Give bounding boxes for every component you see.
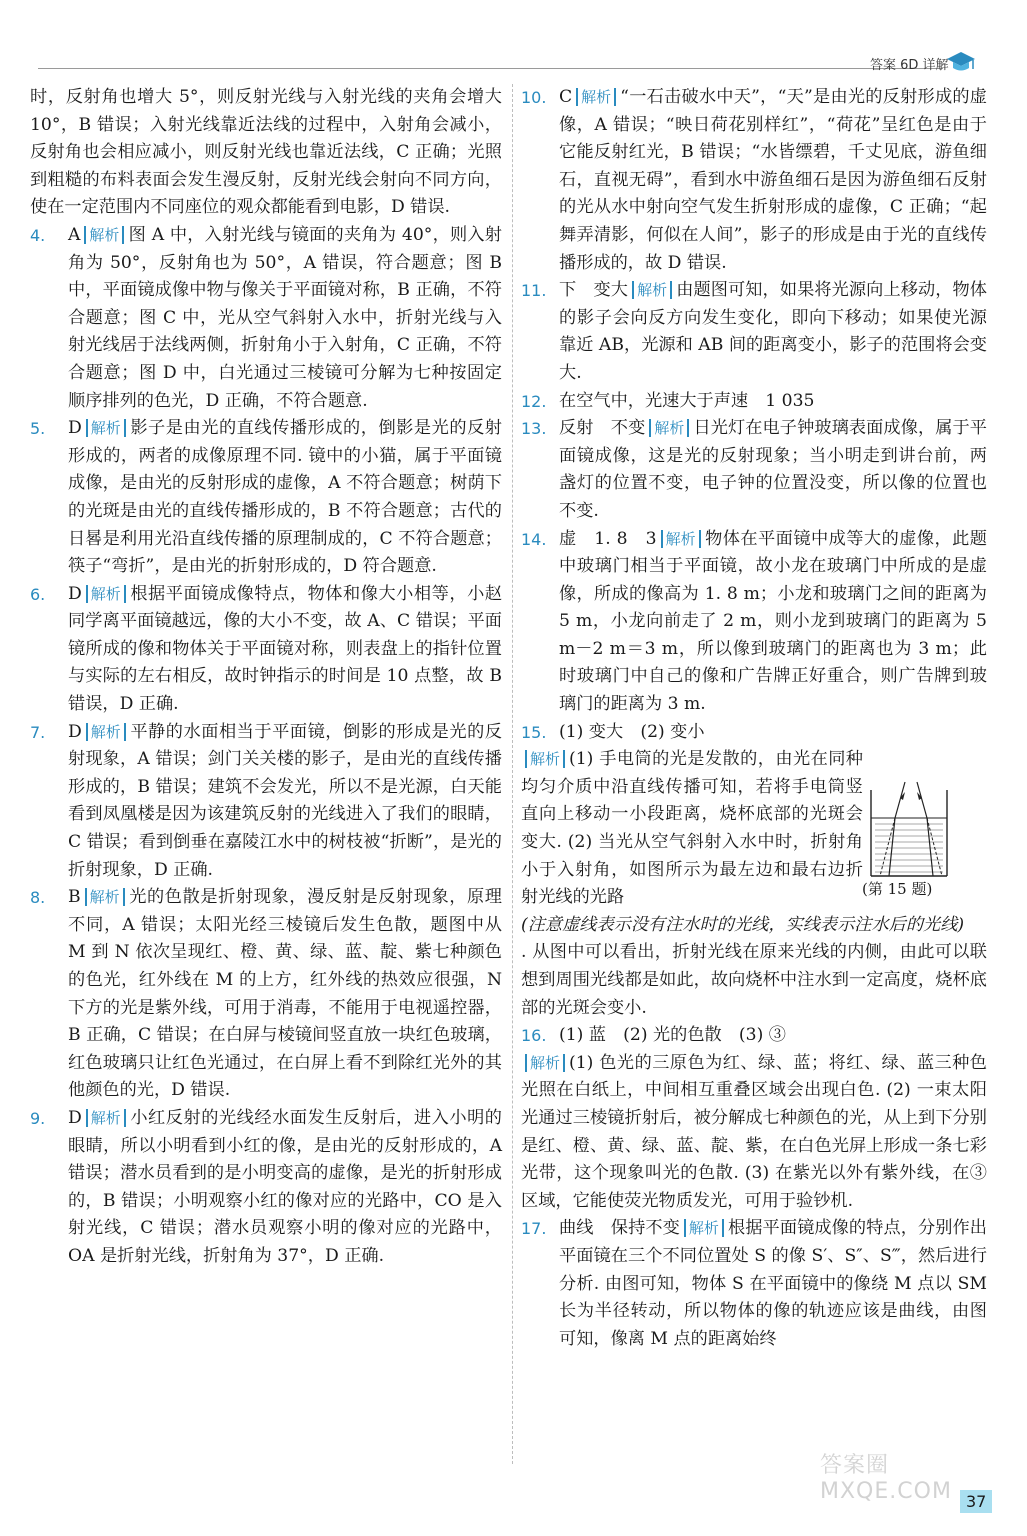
answer-item: [521, 1215, 987, 1353]
analysis-tag: 解析: [85, 888, 125, 906]
answer-item: [521, 526, 987, 719]
answer-item: [521, 1022, 987, 1050]
item-answer: B: [68, 887, 81, 908]
item-text: 图 A 中，入射光线与镜面的夹角为 40°，则入射角为 50°，反射角也为 50°，A 错误，符合题意；图 B 中，平面镜成像中物与像关于平面镜对称，B 正确，不符合题意；图 C 中，光从空气斜射入水中，折射光线与入射光线居于法线两侧，折射角小于入射角，C 正确，不符合题意；图 D 中，白光通过三棱镜可分解为七种按固定顺序排列的色光，D 正确，不符合题意.: [68, 224, 502, 411]
item-answer: 曲线 保持不变: [559, 1218, 680, 1239]
item-number: 8.: [30, 888, 46, 908]
analysis-tag: 解析: [86, 419, 126, 437]
item-number: 14.: [521, 529, 547, 549]
page-number: 37: [960, 1490, 992, 1513]
answer-item: [30, 719, 502, 885]
graduation-cap-icon: [946, 50, 976, 74]
analysis-tag: 解析: [86, 723, 126, 741]
analysis-tag: 解析: [84, 226, 124, 244]
answer-continuation: [521, 1050, 987, 1216]
item-text: 物体在平面镜中成等大的虚像，此题中玻璃门相当于平面镜，故小龙在玻璃门中所成的是虚像，所成的像高为 1. 8 m；小龙和玻璃门之间的距离为 5 m，小龙向前走了 2 m，则小龙到玻璃门的距离为 5 m－2 m＝3 m，所以像到玻璃门的距离也为 3 m；此时玻璃门中自己的像和广告牌正好重合，则广告牌到玻璃门的距离为 3 m.: [559, 528, 987, 715]
item-answer: (1) 变大 (2) 变小: [559, 721, 705, 742]
item-text: “一石击破水中天”，“天”是由光的反射形成的虚像，A 错误；“映日荷花别样红”，“荷花”呈红色是由于它能反射红光，B 错误；“水皆缥碧，千丈见底，游鱼细石，直视无碍”，看到水中游鱼细石是因为游鱼细石反射的光从水中射向空气发生折射形成的虚像，C 正确；“起舞弄清影，何似在人间”，影子的形成是由于光的直线传播形成的，故 D 错误.: [559, 87, 987, 273]
analysis-tag: 解析: [576, 88, 616, 106]
answer-continuation: [30, 84, 502, 222]
analysis-tag: 解析: [525, 1054, 565, 1072]
answer-item: [521, 415, 987, 525]
item-text: 时，反射角也增大 5°，则反射光线与入射光线的夹角会增大 10°，B 错误；入射光线靠近法线的过程中，入射角会减小，反射角也会相应减小，则反射光线也靠近法线，C 正确；光照到粗糙的布料表面会发生漫反射，反射光线会射向不同方向，使在一定范围内不同座位的观众都能看到电影，D 错误.: [30, 87, 502, 218]
answer-item: [30, 415, 502, 581]
item-answer: D: [68, 583, 82, 604]
analysis-tag: 解析: [632, 281, 672, 299]
item-answer: 在空气中，光速大于声速 1 035: [559, 390, 815, 411]
answer-item: [30, 581, 502, 719]
answer-item: [521, 277, 987, 387]
analysis-tag: 解析: [661, 530, 701, 548]
item-answer: 下 变大: [559, 280, 629, 301]
item-text: 平静的水面相当于平面镜，倒影的形成是光的反射现象，A 错误；剑门关关楼的影子，是由光的直线传播形成的，B 错误；建筑不会发光，所以不是光源，白天能看到凤凰楼是因为该建筑反射的光线进入了我们的眼睛，C 错误；看到倒垂在嘉陵江水中的树枝被“折断”，是光的折射现象，D 正确.: [68, 721, 502, 880]
analysis-tag: 解析: [86, 1109, 126, 1127]
analysis-tag: 解析: [525, 750, 565, 768]
item-answer: 反射 不变: [559, 418, 646, 439]
answer-item: [521, 388, 987, 416]
item-number: 11.: [521, 281, 547, 301]
item-answer: C: [559, 87, 573, 107]
item-answer: D: [68, 418, 82, 439]
item-text: 光的色散是折射现象，漫反射是反射现象，原理不同，A 错误；太阳光经三棱镜后发生色散，题图中从 M 到 N 依次呈现红、橙、黄、绿、蓝、靛、紫七种颜色的色光，红外线在 M 的上方，红外线的热效应很强，N 下方的光是紫外线，可用于消毒，不能用于电视遥控器，B 正确，C 错误；在白屏与棱镜间竖直放一块红色玻璃，红色玻璃只让红色光通过，在白屏上看不到除红光外的其他颜色的光，D 错误.: [68, 887, 502, 1101]
header-label: 答案 6D 详解: [870, 58, 949, 73]
item-number: 12.: [521, 391, 547, 411]
item-text: . 从图中可以看出，折射光线在原来光线的内侧，由此可以联想到周围光线都是如此，故向烧杯中注水到一定高度，烧杯底部的光斑会变小.: [521, 942, 987, 1018]
item-answer: A: [68, 224, 81, 245]
item-answer: D: [68, 1107, 82, 1128]
item-number: 13.: [521, 419, 547, 439]
item-answer: 虚 1. 8 3: [559, 528, 657, 549]
item-text: (注意虚线表示没有注水时的光线，实线表示注水后的光线): [521, 914, 965, 935]
item-text: 由题图可知，如果将光源向上移动，物体的影子会向反方向发生变化，即向下移动；如果使光源靠近 AB，光源和 AB 间的距离变小，影子的范围将会变大.: [559, 280, 987, 383]
item-number: 15.: [521, 722, 547, 742]
item-text: (1) 色光的三原色为红、绿、蓝；将红、绿、蓝三种色光照在白纸上，中间相互重叠区域会出现白色. (2) 一束太阳光通过三棱镜折射后，被分解成七种颜色的光，从上到下分别是红、橙、黄、绿、蓝、靛、紫，在白色光屏上形成一条七彩光带，这个现象叫光的色散. (3) 在紫光以外有紫外线，在③区域，它能使荧光物质发光，可用于验钞机.: [521, 1052, 987, 1211]
item-number: 5.: [30, 419, 46, 439]
item-number: 10.: [521, 88, 547, 107]
item-number: 7.: [30, 722, 46, 742]
item-answer: D: [68, 721, 82, 742]
item-number: 17.: [521, 1219, 547, 1239]
item-number: 16.: [521, 1026, 547, 1046]
answer-item: [30, 1105, 502, 1271]
answer-continuation: [521, 915, 964, 935]
item-text: 根据平面镜成像特点，物体和像大小相等，小赵同学离平面镜越远，像的大小不变，故 A、C 错误；平面镜所成的像和物体关于平面镜对称，则表盘上的指针位置与实际的左右相反，故时钟指示的时间是 10 点整，故 B 错误，D 正确.: [68, 583, 502, 715]
watermark: 答案圈 MXQE.COM: [820, 1453, 952, 1504]
answer-item: [30, 222, 502, 415]
item-number: 4.: [30, 225, 46, 245]
left-column: [30, 84, 502, 1271]
header-rule: [38, 68, 943, 69]
item-text: 根据平面镜成像的特点，分别作出平面镜在三个不同位置处 S 的像 S′、S″、S‴，然后进行分析. 由图可知，物体 S 在平面镜中的像绕 M 点以 SM 长为半径转动，所以物体的像的轨迹应该是曲线，由图可知，像离 M 点的距离始终: [559, 1218, 987, 1349]
analysis-tag: 解析: [649, 419, 689, 437]
answer-item: [521, 719, 987, 747]
item-text: 小红反射的光线经水面发生反射后，进入小明的眼睛，所以小明看到小红的像，是由光的反射形成的，A 错误；潜水员看到的是小明变高的虚像，是光的折射形成的，B 错误；小明观察小红的像对应的光路中，CO 是入射光线，C 错误；潜水员观察小明的像对应的光路中，OA 是折射光线，折射角为 37°，D 正确.: [68, 1107, 502, 1266]
figure-15-caption: (第 15 题): [862, 880, 933, 898]
analysis-tag: 解析: [684, 1219, 724, 1237]
right-column: [521, 84, 987, 1353]
item-text: 日光灯在电子钟玻璃表面成像，属于平面镜成像，这是光的反射现象；当小明走到讲台前，两盏灯的位置不变，电子钟的位置没变，所以像的位置也不变.: [559, 418, 987, 521]
item-answer: (1) 蓝 (2) 光的色散 (3) ③: [559, 1025, 786, 1046]
item-text: (1) 手电筒的光是发散的，由光在同种均匀介质中沿直线传播可知，若将手电筒竖直向上移动一小段距离，烧杯底部的光斑会变大. (2) 当光从空气斜射入水中时，折射角小于入射角，如图所示为最左边和最右边折射光线的光路: [521, 749, 863, 908]
item-text: 影子是由光的直线传播形成的，倒影是光的反射形成的，两者的成像原理不同. 镜中的小猫，属于平面镜成像，是由光的反射形成的虚像，A 不符合题意；树荫下的光斑是由光的直线传播形成的，B 不符合题意；古代的日晷是利用光沿直线传播的原理制成的，C 不符合题意；筷子“弯折”，是由光的折射形成的，D 符合题意.: [68, 418, 502, 577]
answer-item: [30, 884, 502, 1105]
item-number: 6.: [30, 584, 46, 604]
column-divider: [512, 84, 513, 1464]
analysis-tag: 解析: [86, 585, 126, 603]
item-number: 9.: [30, 1108, 46, 1128]
answer-item: [521, 84, 987, 277]
answer-continuation: [521, 939, 987, 1022]
